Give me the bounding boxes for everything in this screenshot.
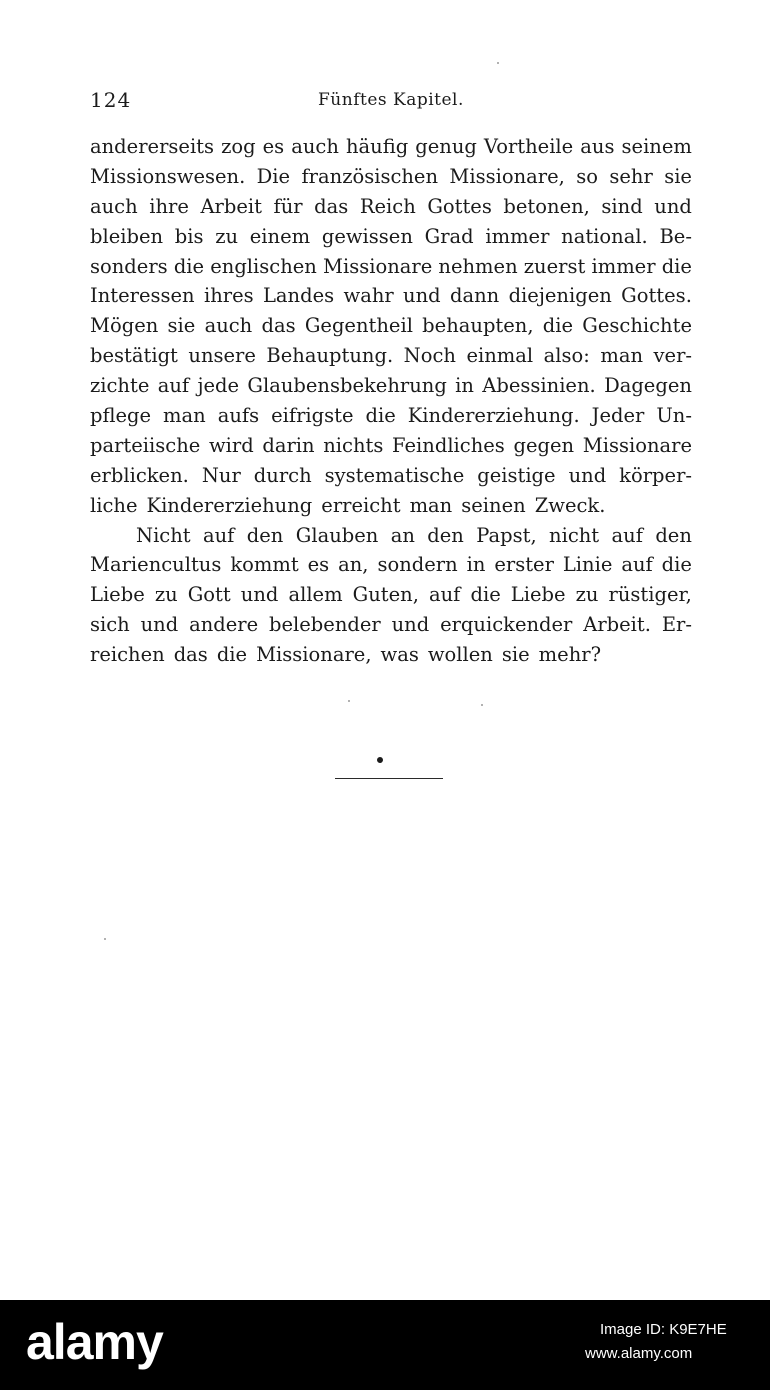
word: Geschichte [582,314,692,338]
word: Liebe [90,583,145,607]
word: den [427,523,464,547]
word: Missionare, [449,164,565,188]
word: sich [90,613,130,637]
running-head: Fünftes Kapitel. [318,90,464,110]
word: gewissen [321,224,413,248]
word: genug [415,135,477,158]
word: die [365,404,396,428]
text-line [90,252,692,282]
word: es [262,135,285,158]
word: andere [189,613,259,637]
word: sie [664,164,692,188]
word: Mariencultus [90,553,222,577]
word: die [216,643,248,667]
text-line [90,580,692,610]
word: Missionare [582,433,692,457]
text-line [90,192,692,222]
word: einem [249,224,311,248]
word: sehr [609,164,653,188]
word: die [470,583,501,607]
word: reichen [90,643,165,667]
text-line [90,222,692,252]
word: immer [485,224,550,248]
word: zuerst [523,254,586,278]
text-line [90,461,692,491]
word: immer [591,254,656,278]
word: allem [288,583,343,607]
word: Mögen [90,314,159,338]
word: Die [256,164,291,188]
word: in [466,553,486,577]
text-line [90,132,692,162]
word: den [246,523,284,547]
word: es [307,553,330,577]
word: pflege [90,404,152,428]
word: national. [561,224,648,248]
body-text [90,132,692,670]
word: Be- [659,224,692,248]
word: dann [450,284,500,308]
word: und [568,463,607,487]
word: diejenigen [508,284,612,308]
word: körper- [619,463,692,487]
text-line [90,162,692,192]
word: auf [157,374,190,398]
word: mehr? [538,643,602,667]
word: wird [208,433,254,457]
word: rüstiger, [608,583,692,607]
word: seinem [621,135,692,158]
text-line [90,401,692,431]
word: bestätigt [90,344,178,368]
word: belebender [269,613,381,637]
word: Gottes. [621,284,692,308]
word: Kindererziehung [146,493,313,517]
word: unsere [188,344,256,368]
word: Behauptung. [266,344,394,368]
text-line [90,431,692,461]
word: zichte [90,374,150,398]
word: jede [197,374,240,398]
word: sie [501,643,530,667]
word: erquickender [440,613,573,637]
word: Linie [562,553,613,577]
word: Landes [262,284,335,308]
word: eifrigste [271,404,354,428]
word: wahr [343,284,394,308]
word: zog [221,135,256,158]
word: bis [174,224,204,248]
scan-speck [348,700,350,702]
word: und [240,583,279,607]
word: sonders [90,254,168,278]
word: die [661,254,692,278]
word: aus [580,135,615,158]
text-line [90,610,692,640]
word: an [390,523,415,547]
word: Gott [187,583,231,607]
word: ver- [653,344,692,368]
word: auch [204,314,253,338]
word: Reich [359,194,416,218]
word: erster [494,553,554,577]
word: Interessen [90,284,195,308]
word: auf [429,583,461,607]
word: andererseits [90,135,215,158]
word: aufs [217,404,260,428]
word: man [600,344,644,368]
word: Noch [403,344,456,368]
word: so [576,164,598,188]
word: wollen [427,643,493,667]
word: erreicht [321,493,401,517]
word: Un- [656,404,692,428]
word: ihres [203,284,254,308]
word: zu [215,224,239,248]
word: Feindliches [392,433,505,457]
word: und [654,194,692,218]
word: man [163,404,206,428]
page-header [0,88,770,112]
text-line [90,371,692,401]
word: Missionare, [256,643,372,667]
word: auf [611,523,643,547]
word: ihre [149,194,189,218]
word: zu [154,583,178,607]
word: Arbeit. [583,613,651,637]
watermark-logo: alamy [26,1314,163,1370]
watermark-image-id: Image ID: K9E7HE [600,1321,727,1338]
end-rule [335,778,443,779]
ornament-dot [377,757,383,763]
text-line [90,550,692,580]
word: Nicht [136,523,191,547]
word: auch [291,135,339,158]
word: Abessinien. [482,374,596,398]
word: nehmen [438,254,518,278]
word: Glaubensbekehrung [247,374,447,398]
word: Grad [424,224,474,248]
word: auch [90,194,138,218]
word: behaupten, [422,314,534,338]
word: Dagegen [604,374,692,398]
word: Missionare [323,254,433,278]
word: liche [90,493,138,517]
word: einmal [466,344,534,368]
word: Er- [661,613,692,637]
word: die [173,254,205,278]
word: sind [601,194,643,218]
word: auf [203,523,235,547]
word: durch [253,463,312,487]
word: Jeder [591,404,645,428]
word: man [409,493,453,517]
text-line [90,311,692,341]
text-line [90,491,692,521]
watermark-url: www.alamy.com [585,1345,693,1362]
word: Vortheile [483,135,574,158]
word: das [173,643,208,667]
word: französischen [301,164,439,188]
word: was [380,643,419,667]
word: kommt [230,553,299,577]
word: für [273,194,303,218]
word: zu [575,583,599,607]
word: die [542,314,574,338]
word: sie [167,314,196,338]
word: das [314,194,349,218]
word: nichts [323,433,384,457]
word: erblicken. [90,463,189,487]
word: systematische [324,463,465,487]
word: das [261,314,296,338]
word: betonen, [503,194,590,218]
word: auf [621,553,653,577]
word: bleiben [90,224,164,248]
word: parteiische [90,433,201,457]
word: Zweck. [534,493,606,517]
text-line [90,341,692,371]
word: und [140,613,179,637]
word: Arbeit [200,194,262,218]
scan-speck [104,938,106,940]
text-line [90,640,692,670]
scan-speck [481,704,483,706]
word: häufig [345,135,409,158]
text-line [90,521,692,551]
word: Guten, [352,583,419,607]
word: Gegentheil [304,314,413,338]
word: Gottes [427,194,492,218]
word: also: [543,344,590,368]
word: die [661,553,692,577]
word: in [455,374,474,398]
word: und [391,613,430,637]
word: geistige [477,463,556,487]
word: seinen [461,493,526,517]
word: Liebe [510,583,566,607]
word: sondern [377,553,458,577]
page-number: 124 [90,88,132,112]
text-line [90,281,692,311]
word: englischen [210,254,317,278]
word: Papst, [476,523,537,547]
word: gegen [513,433,575,457]
word: Glauben [295,523,379,547]
scan-speck [497,62,499,64]
word: den [655,523,692,547]
word: Kindererziehung. [407,404,580,428]
word: an, [338,553,369,577]
word: Nur [201,463,241,487]
word: Missionswesen. [90,164,246,188]
word: und [403,284,441,308]
word: nicht [549,523,600,547]
word: darin [262,433,315,457]
